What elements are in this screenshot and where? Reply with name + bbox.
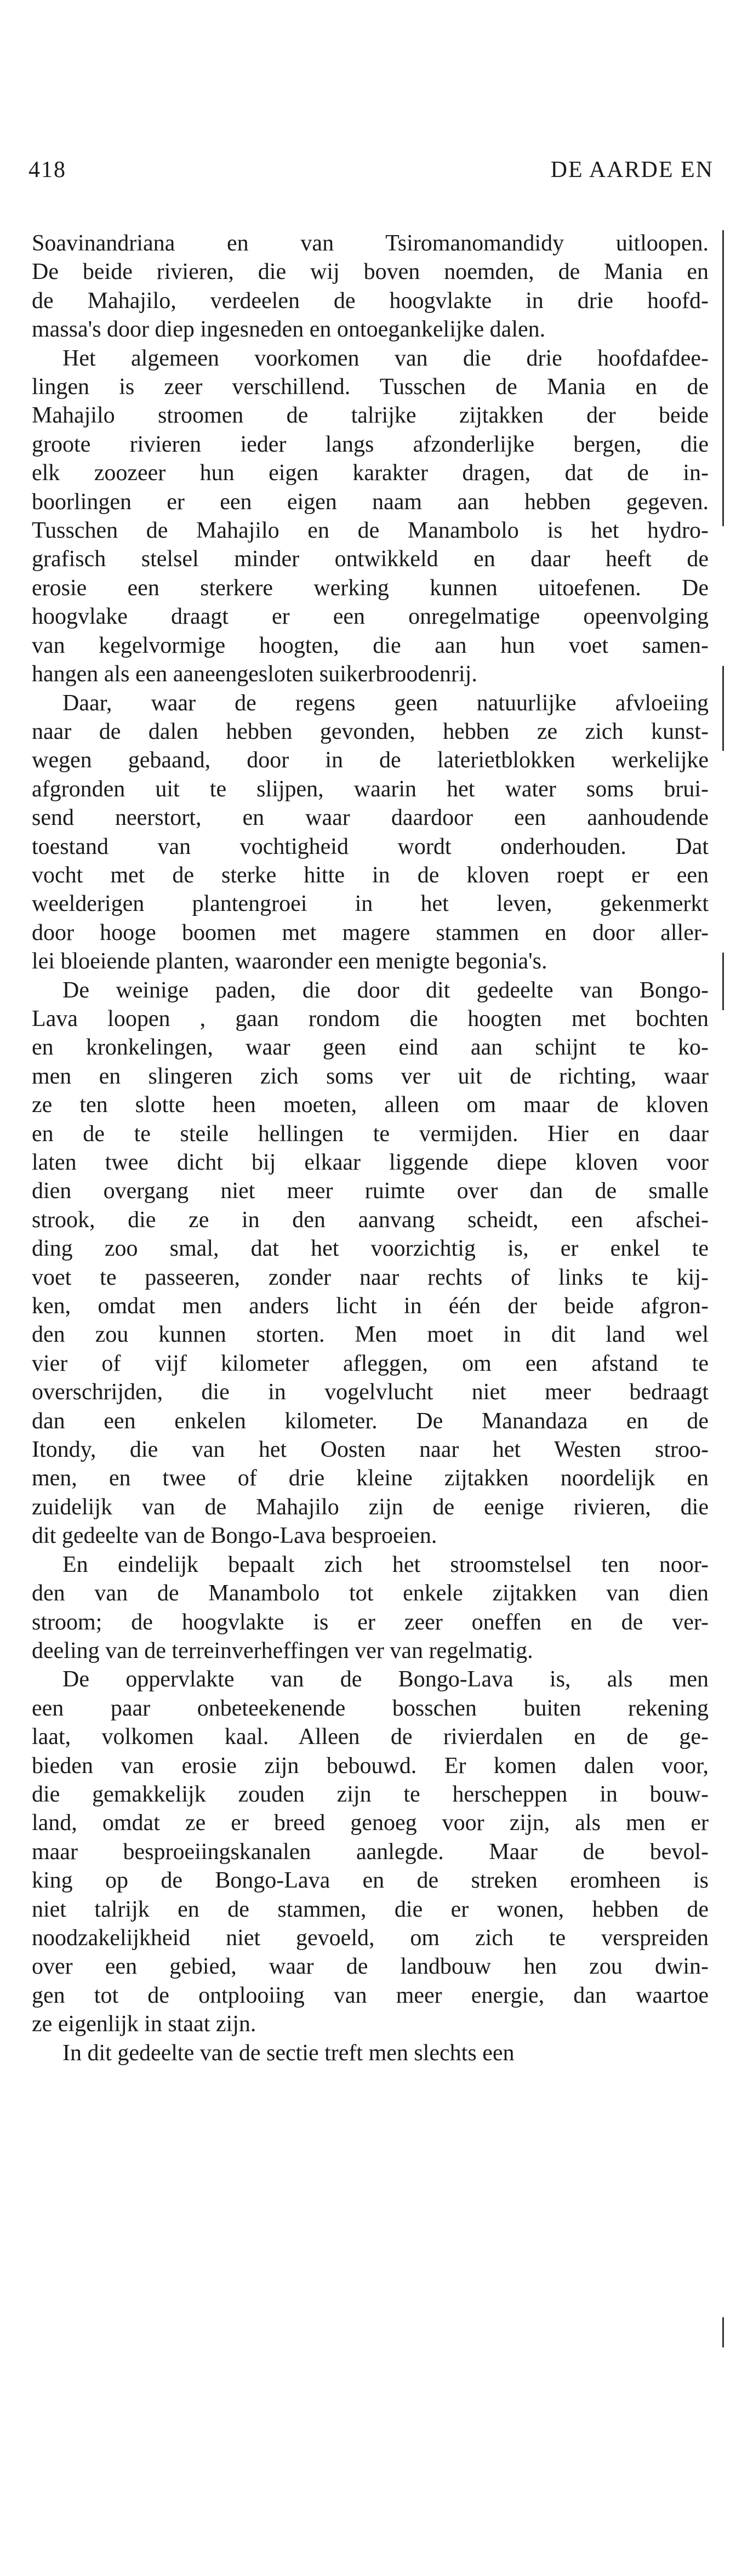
text-line: De beide rivieren, die wij boven noemden, de Mania en [32,259,709,285]
text-line: de Mahajilo, verdeelen de hoogvlakte in drie hoofd- [32,288,709,314]
text-line: vocht met de sterke hitte in de kloven roept er een [32,862,709,888]
text-line: Itondy, die van het Oosten naar het Westen stroo- [32,1437,709,1463]
paragraph [32,689,709,976]
text-line: die gemakkelijk zouden zijn te herscheppen in bouw- [32,1781,709,1807]
text-line: Lava loopen , gaan rondom die hoogten met bochten [32,1006,709,1031]
text-line: voet te passeeren, zonder naar rechts of links te kij- [32,1264,709,1290]
text-line: een paar onbeteekenende bosschen buiten rekening [32,1695,709,1721]
text-line: toestand van vochtigheid wordt onderhouden. Dat [32,834,709,859]
text-line: deeling van de terreinverheffingen ver van regelmatig. [32,1638,533,1663]
text-line: noodzakelijkheid niet gevoeld, om zich te verspreiden [32,1925,709,1951]
text-line: men en slingeren zich soms ver uit de richting, waar [32,1063,709,1089]
text-line: hoogvlake draagt er een onregelmatige opeenvolging [32,604,709,630]
text-line: zuidelijk van de Mahajilo zijn de eenige rivieren, die [32,1494,709,1520]
paragraph [32,229,709,344]
text-line: niet talrijk en de stammen, die er wonen, hebben de [32,1896,709,1922]
text-line: ze eigenlijk in staat zijn. [32,2011,256,2037]
text-line: De weinige paden, die door dit gedeelte van Bongo- [62,977,709,1003]
text-line: men, en twee of drie kleine zijtakken noordelijk en [32,1466,709,1491]
text-line: In dit gedeelte van de sectie treft men slechts een [62,2040,515,2066]
text-line: lei bloeiende planten, waaronder een menigte begonia's. [32,949,547,974]
paragraph [32,2039,709,2067]
text-line: send neerstort, en waar daardoor een aanhoudende [32,805,709,831]
text-line: Daar, waar de regens geen natuurlijke afvloeiing [62,690,709,716]
paragraph [32,344,709,689]
paragraph [32,1551,709,1666]
text-line: naar de dalen hebben gevonden, hebben ze zich kunst- [32,719,709,744]
text-line: en kronkelingen, waar geen eind aan schijnt te ko- [32,1035,709,1061]
text-line: den van de Manambolo tot enkele zijtakken van dien [32,1581,709,1606]
text-line: grafisch stelsel minder ontwikkeld en daar heeft de [32,546,709,572]
text-line: lingen is zeer verschillend. Tusschen de Mania en de [32,374,709,400]
text-line: laat, volkomen kaal. Alleen de rivierdalen en de ge- [32,1724,709,1750]
body-text [32,229,709,2067]
text-line: De oppervlakte van de Bongo-Lava is, als men [62,1667,709,1692]
text-line: maar besproeiingskanalen aanlegde. Maar de bevol- [32,1839,709,1865]
text-line: land, omdat ze er breed genoeg voor zijn, als men er [32,1810,709,1836]
text-line: En eindelijk bepaalt zich het stroomstelsel ten noor- [62,1552,709,1577]
paragraph [32,976,709,1551]
text-line: groote rivieren ieder langs afzonderlijke bergen, die [32,431,709,457]
text-line: van kegelvormige hoogten, die aan hun voet samen- [32,632,709,658]
page-header [28,157,714,190]
text-line: Mahajilo stroomen de talrijke zijtakken der beide [32,403,709,429]
text-line: en de te steile hellingen te vermijden. Hier en daar [32,1121,709,1147]
text-line: ze ten slotte heen moeten, alleen om maar de kloven [32,1092,709,1118]
text-line: dit gedeelte van de Bongo-Lava besproeien. [32,1523,437,1549]
text-line: stroom; de hoogvlakte is er zeer oneffen en de ver- [32,1609,709,1635]
page-number: 418 [28,157,66,183]
running-title: DE AARDE EN [550,157,714,183]
text-line: hangen als een aaneengesloten suikerbroodenrij. [32,662,477,687]
text-line: vier of vijf kilometer afleggen, om een afstand te [32,1350,709,1376]
text-line: den zou kunnen storten. Men moet in dit land wel [32,1322,709,1348]
text-line: afgronden uit te slijpen, waarin het water soms brui- [32,776,709,802]
text-line: erosie een sterkere werking kunnen uitoefenen. De [32,575,709,601]
text-line: over een gebied, waar de landbouw hen zou dwin- [32,1954,709,1980]
text-line: Soavinandriana en van Tsiromanomandidy uitloopen. [32,231,709,256]
text-line: boorlingen er een eigen naam aan hebben gegeven. [32,489,709,515]
text-line: ken, omdat men anders licht in één der beide afgron- [32,1293,709,1319]
text-line: Het algemeen voorkomen van die drie hoofdafdee- [62,345,709,371]
margin-rule-middle [722,666,724,751]
text-line: weelderigen plantengroei in het leven, gekenmerkt [32,891,709,917]
text-line: door hooge boomen met magere stammen en door aller- [32,920,709,945]
text-line: wegen gebaand, door in de laterietblokken werkelijke [32,748,709,773]
text-line: laten twee dicht bij elkaar liggende diepe kloven voor [32,1150,709,1175]
text-line: strook, die ze in den aanvang scheidt, een afschei- [32,1207,709,1233]
text-line: Tusschen de Mahajilo en de Manambolo is het hydro- [32,518,709,544]
text-line: dien overgang niet meer ruimte over dan de smalle [32,1178,709,1204]
text-line: bieden van erosie zijn bebouwd. Er komen dalen voor, [32,1753,709,1779]
text-line: dan een enkelen kilometer. De Manandaza en de [32,1408,709,1434]
paragraph [32,1665,709,2038]
margin-rule-bottom [722,2317,724,2347]
text-line: massa's door diep ingesneden en ontoegankelijke dalen. [32,317,546,343]
margin-rule-lower [722,953,724,1010]
text-line: ding zoo smal, dat het voorzichtig is, er enkel te [32,1236,709,1262]
text-line: overschrijden, die in vogelvlucht niet meer bedraagt [32,1380,709,1405]
text-line: elk zoozeer hun eigen karakter dragen, dat de in- [32,460,709,486]
margin-rule-top [722,230,724,526]
text-line: king op de Bongo-Lava en de streken eromheen is [32,1868,709,1894]
text-line: gen tot de ontplooiing van meer energie, dan waartoe [32,1982,709,2008]
